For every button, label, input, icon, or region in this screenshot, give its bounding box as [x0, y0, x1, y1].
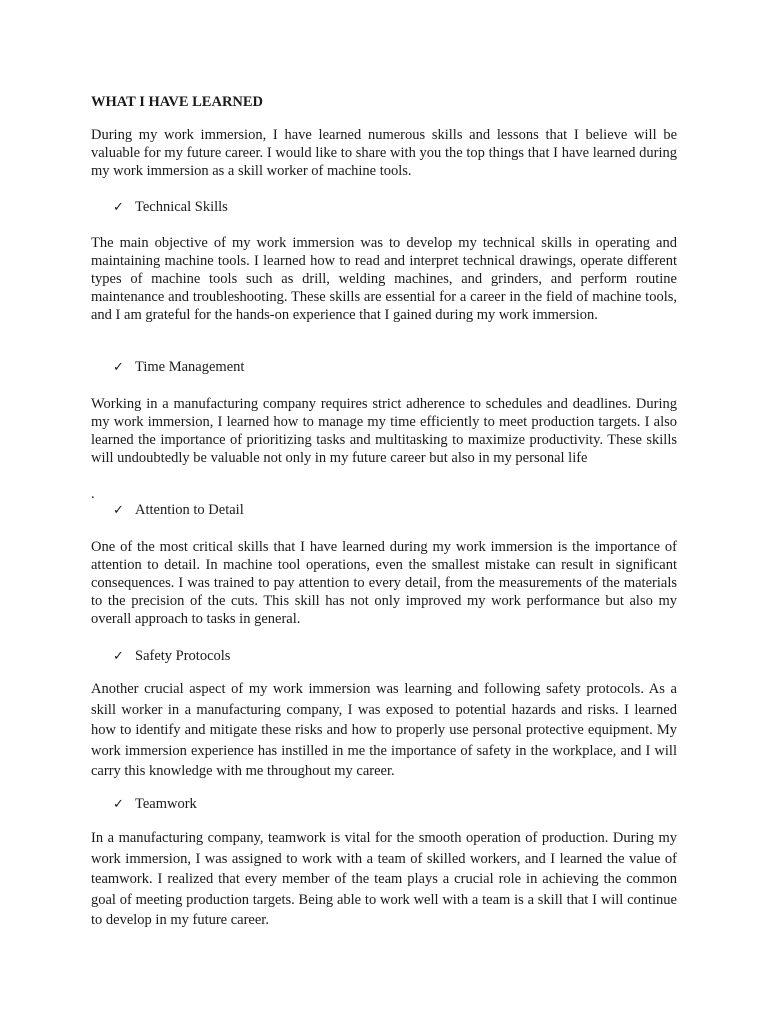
section-heading-label: Technical Skills	[135, 199, 228, 215]
intro-paragraph: During my work immersion, I have learned numerous skills and lessons that I believe will be valuable for my future career. I would like to share with you the top things that I have learned during my work immersion as a skill worker of machine tools.	[91, 127, 677, 179]
checkmark-icon: ✓	[113, 200, 124, 215]
section-body-attention-to-detail: One of the most critical skills that I have learned during my work immersion is the importance of attention to detail. In machine tool operations, even the smallest mistake can result in significant consequences. I was trained to pay attention to every detail, from the measurements of the materials to the precision of the cuts. This skill has not only improved my work performance but also my overall approach to tasks in general.	[91, 539, 677, 627]
section-heading-label: Teamwork	[135, 796, 197, 812]
section-heading-teamwork	[113, 795, 197, 814]
section-body-technical-skills: The main objective of my work immersion was to develop my technical skills in operating and maintaining machine tools. I learned how to read and interpret technical drawings, operate different types of machine tools such as drill, welding machines, and grinders, and perform routine maintenance and troubleshooting. These skills are essential for a career in the field of machine tools, and I am grateful for the hands-on experience that I gained during my work immersion.	[91, 235, 677, 323]
section-heading-time-management	[113, 358, 244, 377]
section-body-time-management: Working in a manufacturing company requires strict adherence to schedules and deadlines. During my work immersion, I learned how to manage my time efficiently to meet production targets. I also learned the importance of prioritizing tasks and multitasking to maximize productivity. These skills will undoubtedly be valuable not only in my future career but also in my personal life	[91, 396, 677, 466]
section-heading-label: Attention to Detail	[135, 502, 244, 518]
section-body-safety-protocols: Another crucial aspect of my work immersion was learning and following safety protocols. As a skill worker in a manufacturing company, I was exposed to potential hazards and risks. I learned how to identify and mitigate these risks and how to properly use personal protective equipment. My work immersion experience has instilled in me the importance of safety in the workplace, and I will carry this knowledge with me throughout my career.	[91, 681, 677, 779]
section-heading-attention-to-detail	[113, 501, 244, 520]
checkmark-icon: ✓	[113, 649, 124, 664]
checkmark-icon: ✓	[113, 503, 124, 518]
stray-period: .	[91, 486, 95, 502]
section-heading-safety-protocols	[113, 647, 230, 666]
checkmark-icon: ✓	[113, 797, 124, 812]
page-title: WHAT I HAVE LEARNED	[91, 94, 264, 110]
checkmark-icon: ✓	[113, 360, 124, 375]
section-body-teamwork: In a manufacturing company, teamwork is vital for the smooth operation of production. During my work immersion, I was assigned to work with a team of skilled workers, and I learned the value of teamwork. I realized that every member of the team plays a crucial role in achieving the common goal of meeting production targets. Being able to work well with a team is a skill that I will continue to develop in my future career.	[91, 830, 677, 928]
section-heading-label: Safety Protocols	[135, 648, 231, 664]
section-heading-technical-skills	[113, 198, 228, 217]
section-heading-label: Time Management	[135, 359, 245, 375]
